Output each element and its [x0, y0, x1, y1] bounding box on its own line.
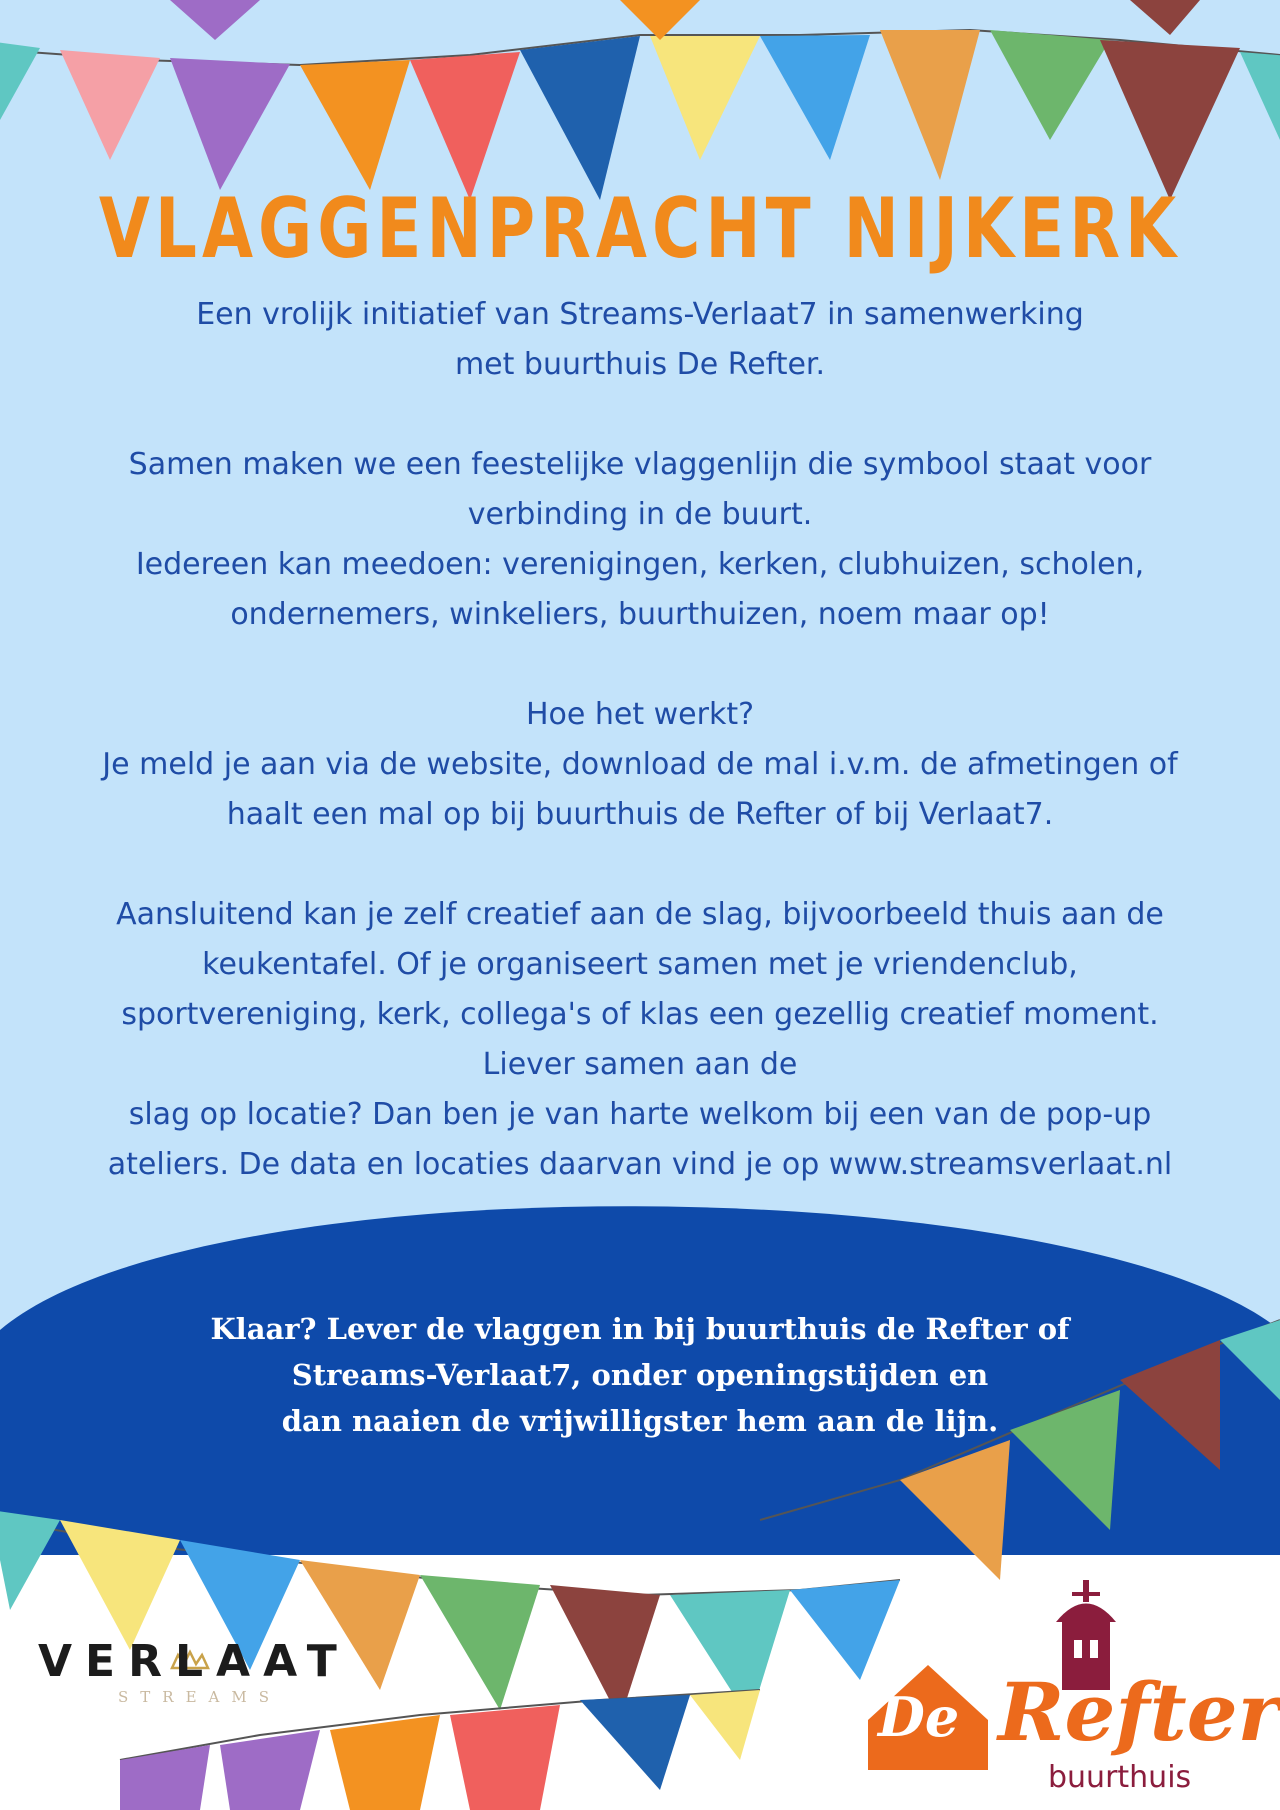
- closing-line: dan naaien de vrijwilligster hem aan de lijn.: [281, 1404, 999, 1438]
- closing-line: Klaar? Lever de vlaggen in bij buurthuis de Refter of: [210, 1312, 1070, 1346]
- paragraph-line: sportvereniging, kerk, collega's of klas een gezellig creatief moment.: [121, 997, 1159, 1032]
- paragraph-line: verbinding in de buurt.: [467, 497, 813, 532]
- verlaat-logo-main: VERLAAT: [38, 1636, 350, 1687]
- paragraph-line: haalt een mal op bij buurthuis de Refter of bij Verlaat7.: [226, 797, 1054, 832]
- paragraph-line: Je meld je aan via de website, download de mal i.v.m. de afmetingen of: [102, 747, 1178, 782]
- closing-text: [90, 1306, 1190, 1444]
- paragraph-line: slag op locatie? Dan ben je van harte welkom bij een van de pop-up: [128, 1097, 1152, 1132]
- verlaat-logo: [38, 1636, 368, 1706]
- body-text: [20, 290, 1260, 1190]
- paragraph-line: ateliers. De data en locaties daarvan vind je op www.streamsverlaat.nl: [107, 1147, 1173, 1182]
- top-bunting: [0, 0, 1280, 200]
- refter-logo: [858, 1560, 1280, 1810]
- paragraph-line: Liever samen aan de: [482, 1047, 798, 1082]
- verlaat-logo-sub: STREAMS: [118, 1688, 281, 1706]
- paragraph-line: ondernemers, winkeliers, buurthuizen, noem maar op!: [230, 597, 1050, 632]
- intro-line: met buurthuis De Refter.: [454, 347, 826, 382]
- paragraph-line: Aansluitend kan je zelf creatief aan de slag, bijvoorbeeld thuis aan de: [116, 897, 1164, 932]
- intro-line: Een vrolijk initiatief van Streams-Verlaat7 in samenwerking: [196, 297, 1084, 332]
- paragraph-line: Iedereen kan meedoen: verenigingen, kerken, clubhuizen, scholen,: [135, 547, 1145, 582]
- paragraph-line: Samen maken we een feestelijke vlaggenlijn die symbool staat voor: [128, 447, 1152, 482]
- page-title: VLAGGENPRACHT NIJKERK: [98, 180, 1182, 277]
- refter-logo-name: Refter: [998, 1665, 1280, 1759]
- paragraph-line: keukentafel. Of je organiseert samen met je vriendenclub,: [202, 947, 1078, 982]
- closing-line: Streams-Verlaat7, onder openingstijden en: [291, 1358, 989, 1392]
- refter-logo-sub: buurthuis: [1048, 1760, 1192, 1795]
- refter-logo-de: De: [878, 1685, 960, 1749]
- how-it-works-heading: Hoe het werkt?: [525, 697, 755, 732]
